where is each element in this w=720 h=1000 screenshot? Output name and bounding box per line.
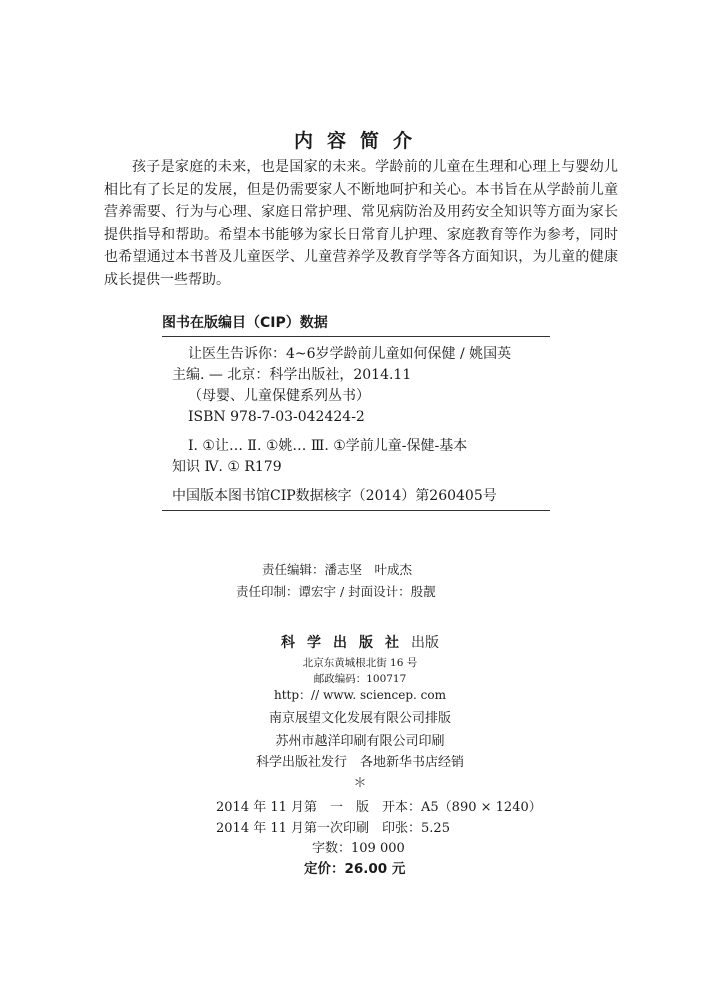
cip-isbn: ISBN 978-7-03-042424-2: [188, 409, 365, 425]
separator-star: ＊: [353, 776, 367, 791]
typeset-line: 南京展望文化发展有限公司排版: [268, 711, 451, 726]
cip-series: （母婴、儿童保健系列丛书）: [188, 388, 370, 404]
summary-title: 内容简介: [293, 130, 426, 152]
edition-line-1: 2014 年 11 月第 一 版 开本：A5（890 × 1240）: [216, 800, 542, 815]
credit-editors: 责任编辑：潘志坚 叶成杰: [262, 562, 413, 577]
cip-subjects: [172, 436, 542, 478]
cip-entry-line-1: 让医生告诉你：4~6岁学龄前儿童如何保健 / 姚国英: [188, 346, 512, 362]
publisher-address: 北京东黄城根北街 16 号: [302, 657, 418, 669]
cip-top-rule: [162, 336, 550, 337]
distribution-line: 科学出版社发行 各地新华书店经销: [255, 755, 464, 770]
cip-subject-line-1: Ⅰ. ①让… Ⅱ. ①姚… Ⅲ. ①学前儿童-保健-基本: [188, 438, 468, 454]
edition-line-2: 2014 年 11 月第一次印刷 印张：5.25: [216, 821, 450, 836]
printer-line: 苏州市越洋印刷有限公司印刷: [275, 734, 445, 749]
cip-entry: [172, 344, 542, 428]
publisher-name: 科学出版社: [281, 635, 411, 651]
cip-number: 中国版本图书馆CIP数据核字（2014）第260405号: [172, 488, 497, 504]
publisher-postcode: 邮政编码：100717: [313, 673, 407, 685]
price: 定价：26.00 元: [304, 861, 406, 877]
publisher-url: http：// www. sciencep. com: [274, 688, 446, 702]
summary-body: [104, 156, 618, 292]
publisher-suffix: 出版: [411, 635, 439, 651]
credit-print-design: 责任印制：谭宏宇 / 封面设计：殷靓: [236, 584, 436, 599]
cip-entry-line-2: 主编. — 北京：科学出版社，2014.11: [172, 367, 412, 383]
summary-paragraph: 孩子是家庭的未来，也是国家的未来。学龄前的儿童在生理和心理上与婴幼儿相比有了长足的发展，但是仍需要家人不断地呵护和关心。本书旨在从学龄前儿童营养需要、行为与心理、家庭日常护理、常见病防治及用药安全知识等方面为家长提供指导和帮助。希望本书能够为家长日常育儿护理、家庭教育等作为参考，同时也希望通过本书普及儿童医学、儿童营养学及教育学等各方面知识，为儿童的健康成长提供一些帮助。: [104, 159, 618, 288]
publisher-line: [0, 632, 720, 652]
cip-bottom-rule: [162, 510, 550, 511]
word-count: 字数：109 000: [312, 841, 405, 856]
cip-subject-line-2: 知识 Ⅳ. ① R179: [172, 459, 282, 475]
cip-heading: 图书在版编目（CIP）数据: [162, 315, 328, 331]
